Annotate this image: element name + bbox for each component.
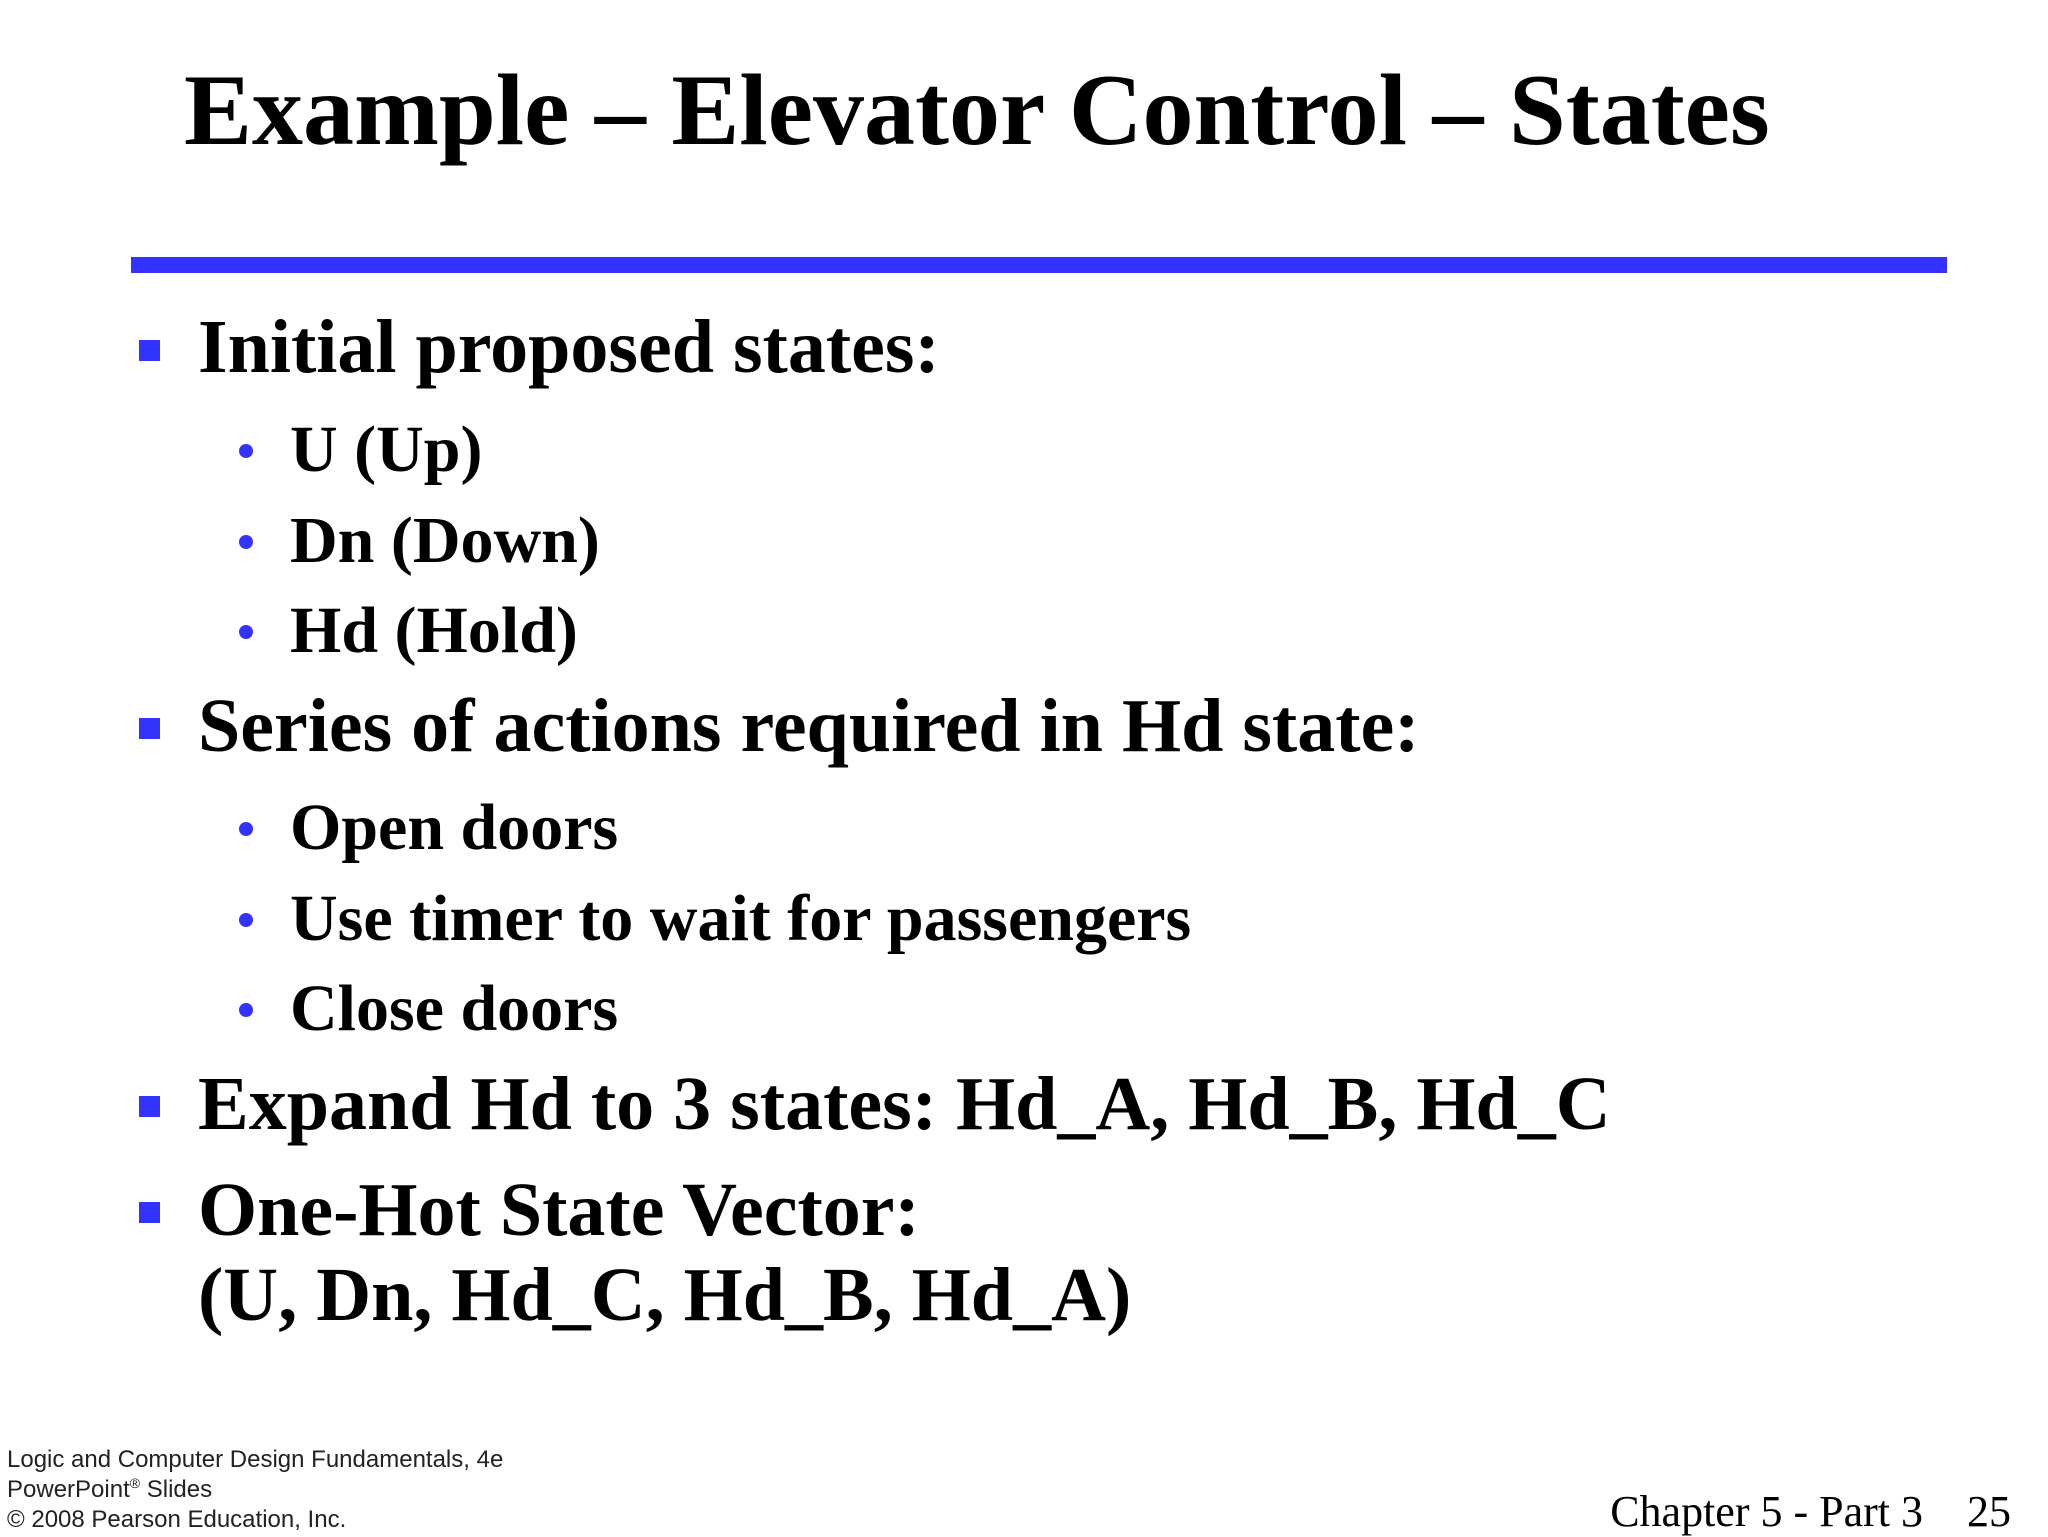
square-bullet-icon <box>139 1096 160 1117</box>
dot-bullet-icon <box>239 625 253 639</box>
square-bullet-icon <box>139 718 160 739</box>
title-divider <box>131 257 1947 273</box>
dot-bullet-icon <box>239 822 253 836</box>
sub-bullet-close-doors: Close doors <box>290 972 619 1045</box>
page-number: 25 <box>1967 1487 2011 1536</box>
slide-title: Example – Elevator Control – States <box>184 54 1770 167</box>
square-bullet-icon <box>139 340 160 361</box>
dot-bullet-icon <box>239 913 253 927</box>
bullet-hd-actions: Series of actions required in Hd state: <box>198 684 1420 768</box>
footer-slides-line <box>7 1475 503 1505</box>
footer-slides-word: Slides <box>140 1476 213 1503</box>
footer-chapter: Chapter 5 - Part 3 <box>1610 1487 1923 1536</box>
one-hot-vector: (U, Dn, Hd_C, Hd_B, Hd_A) <box>198 1253 1132 1338</box>
sub-bullet-down: Dn (Down) <box>290 504 600 577</box>
registered-mark: ® <box>129 1475 141 1491</box>
dot-bullet-icon <box>239 535 253 549</box>
sub-bullet-timer: Use timer to wait for passengers <box>290 882 1192 955</box>
footer-chapter-info <box>1610 1486 2011 1537</box>
bullet-one-hot <box>198 1168 1131 1338</box>
sub-bullet-up: U (Up) <box>290 413 483 486</box>
bullet-initial-states: Initial proposed states: <box>198 305 940 389</box>
sub-bullet-hold: Hd (Hold) <box>290 594 578 667</box>
sub-bullet-open-doors: Open doors <box>290 791 619 864</box>
one-hot-label: One-Hot State Vector: <box>198 1168 920 1252</box>
bullet-expand-hd: Expand Hd to 3 states: Hd_A, Hd_B, Hd_C <box>198 1062 1611 1146</box>
footer-slides-brand: PowerPoint <box>7 1476 130 1503</box>
footer-publisher-info <box>7 1445 503 1535</box>
footer-book-title: Logic and Computer Design Fundamentals, 4e <box>7 1446 504 1473</box>
dot-bullet-icon <box>239 1003 253 1017</box>
dot-bullet-icon <box>239 444 253 458</box>
square-bullet-icon <box>139 1202 160 1223</box>
footer-copyright: © 2008 Pearson Education, Inc. <box>7 1506 347 1533</box>
